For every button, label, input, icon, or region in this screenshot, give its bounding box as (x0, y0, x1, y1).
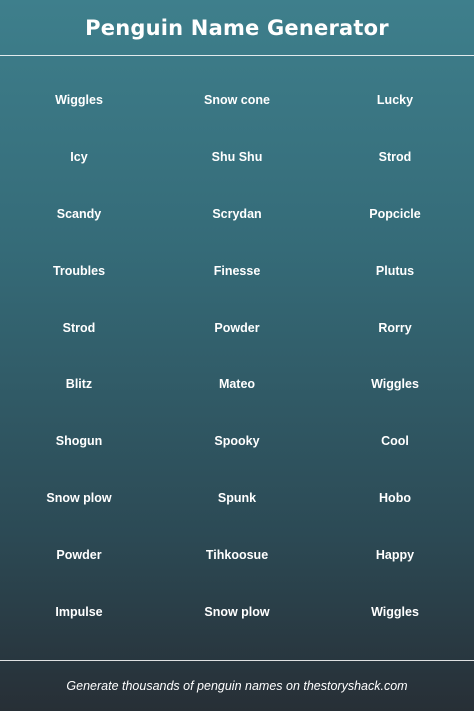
name-item: Wiggles (371, 377, 419, 392)
name-item: Snow cone (204, 93, 270, 108)
footer-link-text[interactable]: Generate thousands of penguin names on thestoryshack.com (66, 679, 408, 693)
name-item: Spunk (217, 490, 257, 505)
name-item: Tihkoosue (205, 547, 269, 562)
name-item: Snow plow (46, 490, 112, 505)
name-item: Impulse (55, 604, 103, 619)
name-item: Scrydan (212, 206, 262, 221)
name-item: Icy (70, 150, 88, 165)
name-item: Strod (378, 150, 412, 165)
name-item: Shu Shu (211, 150, 263, 165)
name-item: Plutus (375, 263, 415, 278)
name-item: Happy (375, 547, 415, 562)
name-item: Strod (62, 320, 96, 335)
name-item: Wiggles (55, 93, 103, 108)
page-title: Penguin Name Generator (85, 15, 389, 40)
name-item: Lucky (376, 93, 414, 108)
name-item: Rorry (378, 320, 412, 335)
name-item: Scandy (56, 206, 102, 221)
name-item: Popcicle (369, 206, 421, 221)
name-item: Spooky (214, 434, 260, 449)
name-item: Shogun (55, 434, 103, 449)
name-item: Wiggles (371, 604, 419, 619)
name-item: Powder (214, 320, 260, 335)
name-item: Hobo (379, 490, 411, 505)
name-item: Cool (381, 434, 409, 449)
header (0, 0, 474, 56)
name-item: Mateo (218, 377, 256, 392)
name-item: Troubles (52, 263, 106, 278)
name-item: Finesse (213, 263, 261, 278)
name-item: Blitz (65, 377, 93, 392)
footer (0, 660, 474, 711)
name-item: Snow plow (204, 604, 270, 619)
name-grid (0, 72, 474, 640)
name-item: Powder (56, 547, 102, 562)
